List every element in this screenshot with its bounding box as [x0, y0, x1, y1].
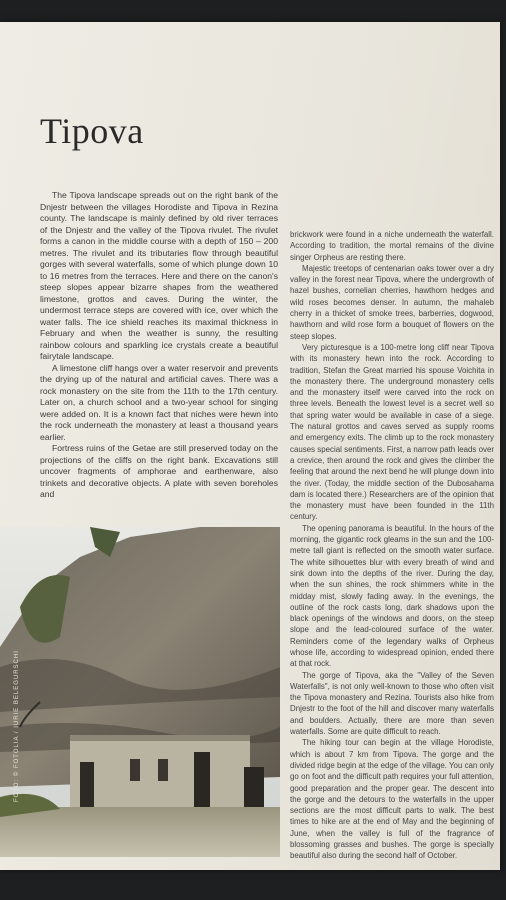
paragraph: The hiking tour can begin at the village Horodiste, which is about 7 km from Tipova. The gorge and the divided ridge begin at the edge of the village. You can only go on foot and the difficult path requires your full attention, good preparation and the proper gear. The descent into the gorge and the detours to the waterfalls in the upper sections are the most difficult parts to walk. The best times to hike are at the end of May and the beginning of June, when the valley is full of the fragrance of blossoming grasses and bushes. The gorge is specially beautiful also during the second half of October.: [290, 738, 494, 861]
photo-credit: FOTO: © FOTOLIA / IURIE BELEGURSCHI: [14, 650, 20, 802]
paragraph: Very picturesque is a 100-metre long cliff near Tipova with its monastery hewn into the rock. According to tradition, Stefan the Great married his spouse Voichita in the monastery there. The underground monastery cells and the monastery itself were carved into the rock on three levels. Beneath the lowest level is a secret well so that spring water would be available in case of a siege. The natural grottos and caves served as supply rooms and emergency exits. The climb up to the rock monastery causes special sentiments. First, a narrow path leads over a crevice, then around the rock and gives the climber the feeling that around the next bend he will plunge down into the river. (Today, the middle section of the Dubosahama dam is located there.) Researchers are of the opinion that the monastery must have been founded in the 11th century.: [290, 342, 494, 522]
left-column: [40, 190, 278, 501]
paragraph: The Tipova landscape spreads out on the right bank of the Dnjestr between the villages Horodiste and Tipova in Rezina county. The landscape is mainly defined by old river terraces of the Dnjestr and the valley of the Tipova rivulet. The rivulet forms a canon in the middle course with a depth of 150 – 200 metres. The rivulet and its tributaries flow through beautiful gorges with several waterfalls, some of which plunge down 10 to 16 metres from the terraces. Here and there on the canon's steep slopes appear bizarre shapes from the weathered limestone, grottos and caves. During the winter, the undermost terrace steps are covered with ice, over which the water falls. The ice shield reaches its maximal thickness in February and when the weather is sunny, the resulting rainbow colours and sparkling ice crystals create a beautiful fairytale landscape.: [40, 190, 278, 361]
paragraph: The opening panorama is beautiful. In the hours of the morning, the gigantic rock gleams in the sun and the 100-metre tall giant is reflected on the smooth water surface. The white silhouettes blur with every breath of wind and sink down into the depths of the river. During the day, when the sun shines, the rock shimmers white in the midday mist, slowly fading away. In the evenings, the outline of the rock casts long, dark shadows upon the black openings of the windows and doors, on the steep slope and the lead-coloured surface of the water. Reminders come of the legendary walks of Orpheus whose life, according to widespread opinion, ended there at that rock.: [290, 523, 494, 669]
book-page: [0, 22, 500, 870]
monastery-cliff-photo: [0, 527, 280, 857]
paragraph: A limestone cliff hangs over a water reservoir and prevents the drying up of the natural and artificial caves. There was a rock monastery on the site from the 11th to the 17th century. Later on, a church school and a two-year school for singing were added on. It is a known fact that niches were hewn into the rock underneath the monastery at least a thousand years earlier.: [40, 362, 278, 442]
paragraph: Majestic treetops of centenarian oaks tower over a dry valley in the forest near Tipova, where the undergrowth of hazel bushes, cornelian cherries, hawthorn hedges and wild roses becomes denser. In autumn, the mahaleb cherry in a thicket of smoke trees, barberries, dogwood, hawthorn and wild rose form a bouquet of flowers on the steep slopes.: [290, 263, 494, 341]
paragraph: Fortress ruins of the Getae are still preserved today on the projections of the cliffs on the right bank. Excavations still uncover fragments of amphorae and earthenware, also trinkets and decorative objects. A plate with seven boreholes and: [40, 443, 278, 499]
paragraph: The gorge of Tipova, aka the "Valley of the Seven Waterfalls", is not only well-known to those who often visit the Tipova monastery and Rezina. Tourists also hike from Dnjestr to the foot of the hill and discover many waterfalls and boulders. Actually, there are more than seven waterfalls. Some are quite difficult to reach.: [290, 670, 494, 737]
paragraph: brickwork were found in a niche underneath the waterfall. According to tradition, the mortal remains of the divine singer Orpheus are resting there.: [290, 230, 494, 262]
page-title: Tipova: [40, 111, 144, 151]
right-column: [290, 229, 494, 862]
